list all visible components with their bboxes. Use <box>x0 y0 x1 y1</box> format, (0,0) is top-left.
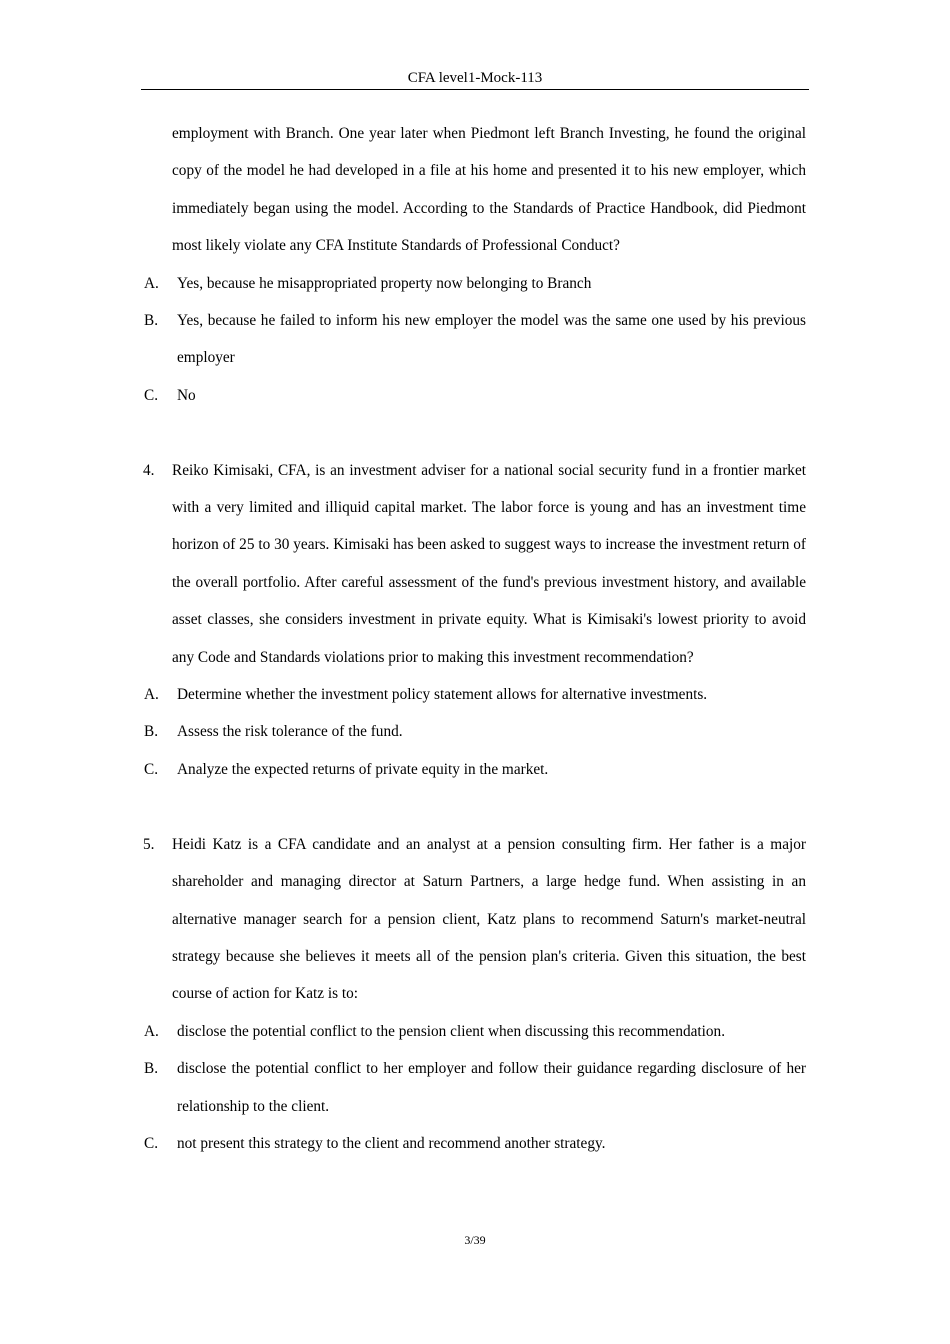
option-text: disclose the potential conflict to the pension client when discussing this recommendation. <box>177 1022 726 1040</box>
question-3-option-c <box>0 377 950 414</box>
option-text: disclose the potential conflict to her employer and follow their guidance regarding disclosure of her relationship to the client. <box>177 1060 806 1115</box>
spacer <box>0 414 950 451</box>
question-number: 5. <box>143 835 155 853</box>
question-5-option-b <box>0 1050 950 1125</box>
option-letter: C. <box>144 1134 159 1152</box>
option-letter: B. <box>144 723 159 741</box>
page-header-title: CFA level1-Mock-113 <box>407 70 543 86</box>
question-4-option-b <box>0 713 950 750</box>
question-text: Reiko Kimisaki, CFA, is an investment adviser for a national social security fund in a frontier market with a very limited and illiquid capital market. The labor force is young and has an investment time horizon of 25 to 30 years. Kimisaki has been asked to suggest ways to increase the investment return of the overall portfolio. After careful assessment of the fund's previous investment history, and available asset classes, she considers investment in private equity. What is Kimisaki's lowest priority to avoid any Code and Standards violations prior to making this investment recommendation? <box>172 461 806 666</box>
question-5-option-a <box>0 1013 950 1050</box>
option-letter: B. <box>144 1060 159 1078</box>
question-text: Heidi Katz is a CFA candidate and an analyst at a pension consulting firm. Her father is a major shareholder and managing director at Saturn Partners, a large hedge fund. When assisting in an alternative manager search for a pension client, Katz plans to recommend Saturn's market-neutral strategy because she believes it meets all of the pension plan's criteria. Given this situation, the best course of action for Katz is to: <box>172 835 806 1003</box>
option-text: Yes, because he misappropriated property now belonging to Branch <box>177 274 592 292</box>
question-3-continuation-text: employment with Branch. One year later when Piedmont left Branch Investing, he found the original copy of the model he had developed in a file at his home and presented it to his new employer, which immediately began using the model. According to the Standards of Practice Handbook, did Piedmont most likely violate any CFA Institute Standards of Professional Conduct? <box>172 125 806 255</box>
header-divider <box>141 89 809 90</box>
option-text: Yes, because he failed to inform his new employer the model was the same one used by his previous employer <box>177 312 806 367</box>
option-text: Determine whether the investment policy statement allows for alternative investments. <box>177 686 708 704</box>
option-letter: A. <box>144 686 159 704</box>
question-5 <box>0 826 950 1013</box>
option-text: not present this strategy to the client and recommend another strategy. <box>177 1134 606 1152</box>
option-letter: A. <box>144 274 159 292</box>
option-text: Assess the risk tolerance of the fund. <box>177 723 403 741</box>
question-4-option-c <box>0 751 950 788</box>
option-letter: C. <box>144 386 159 404</box>
page-number: 3/39 <box>464 1233 486 1247</box>
option-text: Analyze the expected returns of private equity in the market. <box>177 760 549 778</box>
page-content <box>0 115 950 1162</box>
option-letter: C. <box>144 760 159 778</box>
spacer <box>0 788 950 825</box>
question-number: 4. <box>143 461 155 479</box>
option-letter: A. <box>144 1022 159 1040</box>
option-text: No <box>177 386 196 404</box>
question-4-option-a <box>0 676 950 713</box>
question-5-option-c <box>0 1125 950 1162</box>
option-letter: B. <box>144 312 159 330</box>
question-3-option-a <box>0 265 950 302</box>
question-3-option-b <box>0 302 950 377</box>
question-4 <box>0 452 950 676</box>
